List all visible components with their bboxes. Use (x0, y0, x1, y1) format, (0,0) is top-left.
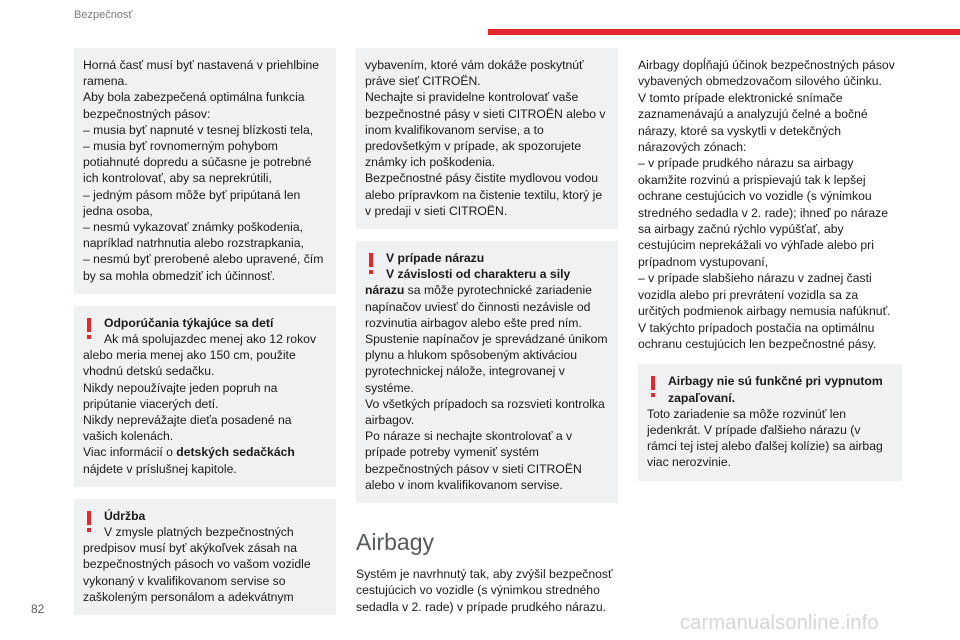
column-3 (638, 48, 902, 493)
maintenance-warning-body: predpisov musí byť akýkoľvek zásah na bezpečnostných pásoch vo vašom vozidle vykonaný v kvalifikovanom servise so zaškoleným personálom a adekvátnym (83, 541, 311, 604)
warning-exclamation-icon (368, 253, 374, 275)
collision-warning-box (356, 241, 618, 503)
page-number: 82 (31, 602, 45, 616)
warning-exclamation-icon (86, 318, 92, 340)
header-accent-bar (488, 29, 960, 35)
airbags-description-text: Airbagy dopĺňajú účinok bezpečnostných pásov vybavených obmedzovačom silového účinku. V tomto prípade elektronické snímače zaznamenávajú a analyzujú čelné a bočné nárazy, ktoré sa vyskytli v detekčných nárazových zónach: – v prípade prudkého nárazu sa airbagy okamžite rozvinú a prispievajú tak k lepšej ochrane cestujúcich vo vozidle (s výnimkou stredného sedadla v 2. rade); ihneď po náraze sa airbagy začnú rýchlo vypúšťať, aby cestujúcim neprekážali vo výhľade alebo pri prípadnom vystupovaní, – v prípade slabšieho nárazu v zadnej časti vozidla alebo pri prevrátení vozidla sa za určitých podmienok airbagy nemusia nafúknuť. V takýchto prípadoch postačia na optimálnu ochranu cestujúcich len bezpečnostné pásy. (638, 58, 895, 351)
airbags-ignition-warning-body: Toto zariadenie sa môže rozvinúť len jedenkrát. V prípade ďalšieho nárazu (v rámci tej istej alebo ďalšej kolízie) sa airbag viac nerozvinie. (647, 406, 883, 470)
seatbelt-adjustment-box (74, 48, 336, 294)
maintenance-warning-title: Údržba (104, 508, 146, 523)
airbags-description (638, 48, 902, 352)
children-warning-body: alebo meria menej ako 150 cm, použite vhodnú detskú sedačku. Nikdy nepoužívajte jeden popruh na pripútanie viacerých detí. Nikdy neprevážajte dieťa posadené na vašich kolenách. Viac informácií o detských sedačkách nájdete v príslušnej kapitole. (83, 348, 296, 476)
seatbelt-adjustment-text: Horná časť musí byť nastavená v priehlbine ramena. Aby bola zabezpečená optimálna funkcia bezpečnostných pásov: – musia byť napnuté v tesnej blízkosti tela, – musia byť rovnomerným pohybom potiahnuté dopredu a súčasne je potrebné ich kontrolovať, aby sa neprekrútili, – jedným pásom môže byť pripútaná len jedna osoba, – nesmú vykazovať známky poškodenia, napríklad natrhnutia alebo rozstrapkania, – nesmú byť prerobené alebo upravené, čím by sa mohla obmedziť ich účinnosť. (83, 58, 324, 283)
maintenance-continued-text: vybavením, ktoré vám dokáže poskytnúť práve sieť CITROËN. Nechajte si pravidelne kontrolovať vaše bezpečnostné pásy v sieti CITROËN alebo v inom kvalifikovanom servise, a to predovšetkým v prípade, ak spozorujete známky ich poškodenia. Bezpečnostné pásy čistite mydlovou vodou alebo prípravkom na čistenie textilu, ktorý je v predaji v sieti CITROËN. (365, 58, 606, 218)
maintenance-warning-first-line: V zmysle platných bezpečnostných (104, 525, 294, 540)
airbags-intro-text: Systém je navrhnutý tak, aby zvýšil bezpečnosť cestujúcich vo vozidle (s výnimkou stredného sedadla v 2. rade) v prípade prudkého nárazu. (356, 567, 613, 614)
airbags-ignition-warning-box (638, 364, 902, 480)
warning-exclamation-icon (86, 511, 92, 533)
column-2 (356, 48, 618, 615)
warning-exclamation-icon (650, 376, 656, 398)
collision-warning-body: nárazu sa môže pyrotechnické zariadenie napínačov uviesť do činnosti nezávisle od rozvinutia airbagov alebo ešte pred ním. Spustenie napínačov je sprevádzané únikom plynu a hlukom spôsobeným aktiváciou pyrotechnickej nálože, integrovanej v systéme. Vo všetkých prípadoch sa rozsvieti kontrolka airbagov. Po náraze si nechajte skontrolovať a v prípade potreby vymeniť systém bezpečnostných pásov v sieti CITROËN alebo v inom kvalifikovanom servise. (365, 283, 608, 492)
watermark: carmanualsonline.info (680, 612, 879, 634)
airbags-intro (356, 566, 618, 615)
section-title: Bezpečnosť (74, 9, 133, 21)
collision-warning-title: V prípade nárazu V závislosti od charakteru a sily (386, 251, 571, 282)
airbags-heading: Airbagy (356, 529, 434, 556)
maintenance-warning-box (74, 499, 336, 615)
maintenance-continued-box (356, 48, 618, 229)
children-warning-first-line: Ak má spolujazdec menej ako 12 rokov (104, 332, 317, 347)
column-1 (74, 48, 336, 627)
children-warning-title: Odporúčania týkajúce sa detí (104, 315, 274, 330)
child-seats-link-text: detských sedačkách (176, 445, 295, 460)
airbags-ignition-warning-title: Airbagy nie sú funkčné pri vypnutom zapaľovaní. (668, 374, 883, 405)
children-warning-box (74, 306, 336, 487)
